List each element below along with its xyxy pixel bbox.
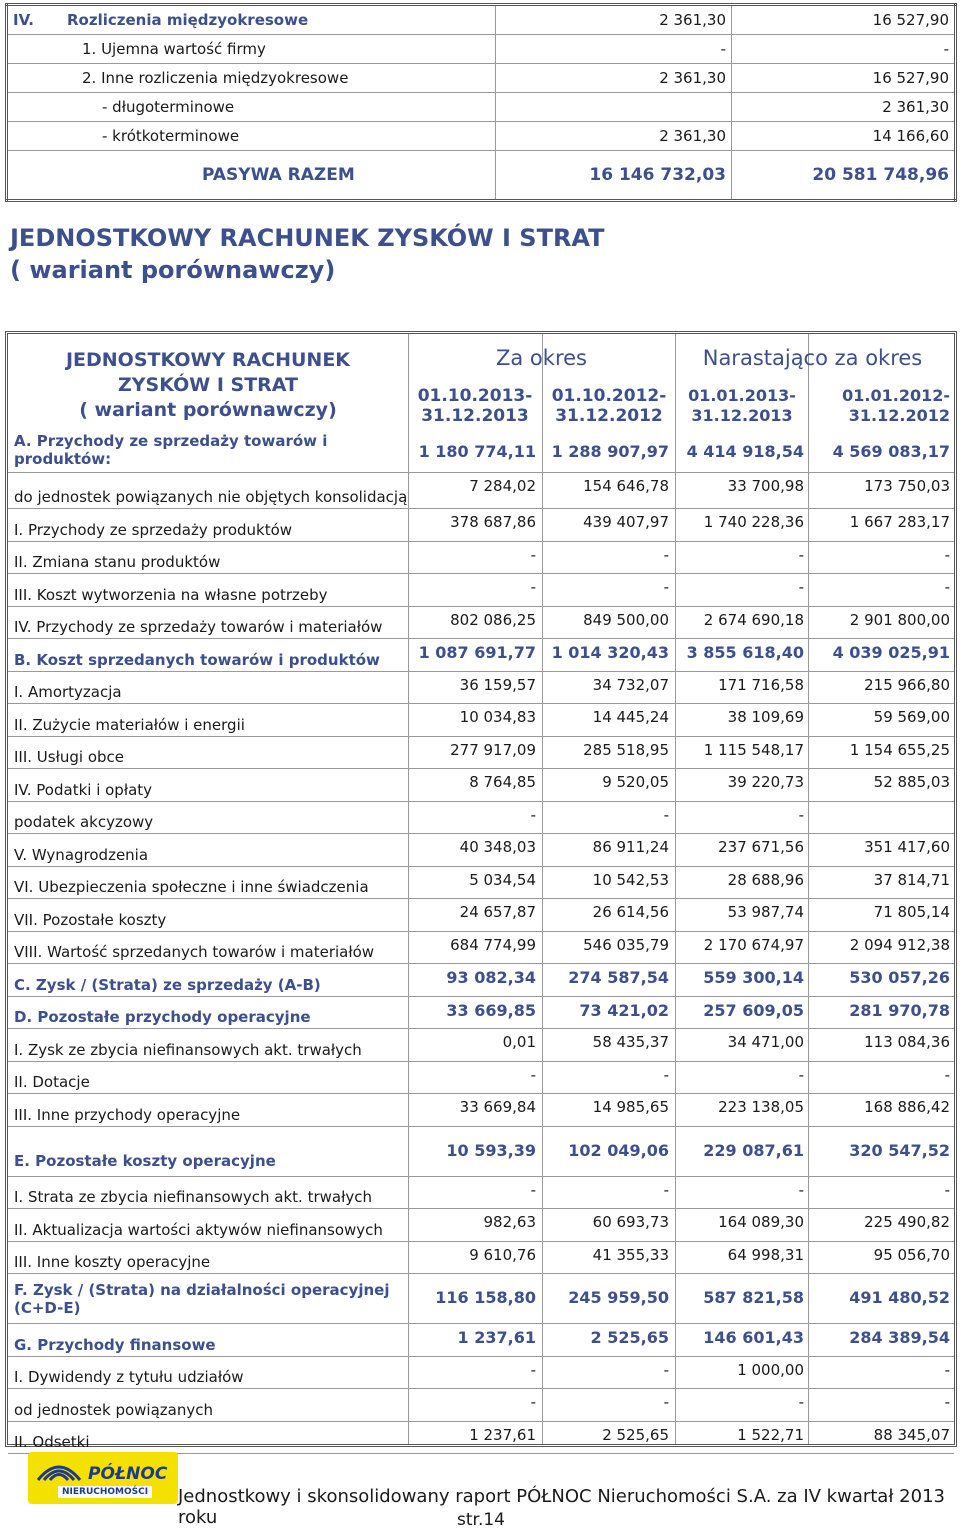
value-cell: 146 601,43 xyxy=(703,1328,804,1347)
row-label: I. Przychody ze sprzedaży produktów xyxy=(14,520,293,539)
value-cell: 223 138,05 xyxy=(718,1098,804,1116)
value-cell: 237 671,56 xyxy=(718,838,804,856)
value-cell: 26 614,56 xyxy=(592,903,669,921)
value-cell: 34 732,07 xyxy=(592,675,669,694)
value-cell: - xyxy=(944,545,950,564)
row-label: D. Pozostałe przychody operacyjne xyxy=(14,1008,311,1026)
value-cell: 116 158,80 xyxy=(435,1288,536,1307)
logo-arc-icon xyxy=(36,1460,82,1482)
table-row xyxy=(8,672,954,705)
row-label: II. Zmiana stanu produktów xyxy=(14,553,221,571)
page-footer xyxy=(0,1450,960,1531)
value-cell: - xyxy=(798,578,804,596)
value-cell: 274 587,54 xyxy=(568,968,669,987)
value-cell: 40 348,03 xyxy=(459,838,536,856)
row-label: III. Inne koszty operacyjne xyxy=(14,1253,211,1271)
value-cell: 10 593,39 xyxy=(446,1140,536,1160)
value-cell: 559 300,14 xyxy=(703,968,804,987)
value-cell: 14 166,60 xyxy=(732,122,956,151)
value-cell: 60 693,73 xyxy=(592,1213,669,1231)
value-cell: 16 527,90 xyxy=(732,5,956,35)
value-cell: 10 542,53 xyxy=(592,870,669,889)
table-row xyxy=(8,867,954,900)
value-cell: 277 917,09 xyxy=(450,740,536,759)
value-cell: - xyxy=(663,805,669,824)
value-cell: 2 901 800,00 xyxy=(849,610,950,629)
row-label: od jednostek powiązanych xyxy=(14,1400,213,1419)
row-label: - krótkoterminowe xyxy=(62,122,496,151)
row-number-cell xyxy=(7,35,63,64)
row-number-cell xyxy=(7,64,63,93)
value-cell: 2 361,30 xyxy=(496,64,732,93)
value-cell: 9 520,05 xyxy=(602,773,669,791)
value-cell: 2 361,30 xyxy=(496,5,732,35)
value-cell: 154 646,78 xyxy=(583,477,669,495)
value-cell: 33 669,85 xyxy=(446,1000,536,1020)
table-row xyxy=(8,899,954,932)
value-cell: 36 159,57 xyxy=(459,675,536,694)
period-header-3: 01.01.2013- 31.12.2013 xyxy=(688,386,796,425)
value-cell: 229 087,61 xyxy=(703,1140,804,1160)
row-a-value: 4 569 083,17 xyxy=(832,442,950,461)
table-row xyxy=(8,509,954,542)
period-group-header: Za okres xyxy=(496,346,587,370)
table-row xyxy=(7,5,956,35)
table-row xyxy=(8,1209,954,1242)
statement-header xyxy=(8,334,954,473)
value-cell: 33 669,84 xyxy=(459,1098,536,1116)
value-cell: 245 959,50 xyxy=(568,1288,669,1307)
value-cell: - xyxy=(663,1180,669,1199)
value-cell: 0,01 xyxy=(502,1033,536,1051)
value-cell: 86 911,24 xyxy=(592,838,669,856)
table-row xyxy=(8,639,954,672)
row-a-value: 4 414 918,54 xyxy=(686,442,804,461)
value-cell: 225 490,82 xyxy=(864,1213,950,1231)
value-cell: - xyxy=(530,578,536,596)
table-row xyxy=(7,122,956,151)
row-number-cell xyxy=(7,122,63,151)
value-cell: 33 700,98 xyxy=(727,477,804,495)
value-cell: 3 855 618,40 xyxy=(686,643,804,662)
table-row xyxy=(8,1094,954,1127)
table-row xyxy=(7,151,956,201)
table-row xyxy=(8,1242,954,1275)
value-cell: 38 109,69 xyxy=(727,708,804,726)
table-row xyxy=(8,964,954,997)
balance-sheet-fragment xyxy=(5,3,957,202)
value-cell: 64 998,31 xyxy=(727,1245,804,1264)
value-cell: 439 407,97 xyxy=(583,513,669,531)
value-cell: 215 966,80 xyxy=(864,675,950,694)
row-number-cell xyxy=(7,93,63,122)
value-cell: 171 716,58 xyxy=(718,675,804,694)
value-cell: 2 361,30 xyxy=(496,122,732,151)
value-cell: - xyxy=(530,1360,536,1379)
value-cell: 28 688,96 xyxy=(727,870,804,889)
value-cell: 113 084,36 xyxy=(864,1033,950,1051)
value-cell: 37 814,71 xyxy=(873,870,950,889)
value-cell: 39 220,73 xyxy=(727,773,804,791)
value-cell: 1 237,61 xyxy=(469,1425,536,1444)
value-cell: - xyxy=(798,1393,804,1411)
value-cell: - xyxy=(663,578,669,596)
row-label: VIII. Wartość sprzedanych towarów i materiałów xyxy=(14,943,375,961)
row-label: I. Amortyzacja xyxy=(14,683,122,701)
row-label: I. Zysk ze zbycia niefinansowych akt. trwałych xyxy=(14,1040,362,1059)
value-cell: - xyxy=(530,545,536,564)
value-cell: 1 522,71 xyxy=(737,1425,804,1444)
page-number: str.14 xyxy=(457,1510,505,1530)
period-header-4: 01.01.2012- 31.12.2012 xyxy=(842,386,950,425)
value-cell: 59 569,00 xyxy=(873,708,950,726)
value-cell: 9 610,76 xyxy=(469,1245,536,1264)
value-cell: 849 500,00 xyxy=(583,610,669,629)
value-cell: 2 361,30 xyxy=(732,93,956,122)
footer-text: Jednostkowy i skonsolidowany raport PÓŁNOC Nieruchomości S.A. za IV kwartał 2013 roku xyxy=(178,1486,945,1528)
row-label: 1. Ujemna wartość firmy xyxy=(62,35,496,64)
value-cell: 2 674 690,18 xyxy=(703,610,804,629)
logo-subtext: NIERUCHOMOŚCI xyxy=(58,1486,152,1498)
section-label: Rozliczenia międzyokresowe xyxy=(62,5,496,35)
value-cell: 173 750,03 xyxy=(864,477,950,495)
value-cell: 14 985,65 xyxy=(592,1098,669,1116)
value-cell: - xyxy=(944,578,950,596)
value-cell: 491 480,52 xyxy=(849,1288,950,1307)
value-cell: - xyxy=(944,1393,950,1411)
value-cell: 2 094 912,38 xyxy=(849,935,950,954)
value-cell: 1 115 548,17 xyxy=(703,740,804,759)
table-row xyxy=(7,93,956,122)
company-logo xyxy=(28,1452,178,1504)
table-row xyxy=(8,473,954,509)
value-cell: 257 609,05 xyxy=(703,1000,804,1020)
value-cell: 14 445,24 xyxy=(592,708,669,726)
period-header-2: 01.10.2012- 31.12.2012 xyxy=(551,386,667,426)
period-header-1: 01.10.2013- 31.12.2013 xyxy=(417,386,533,426)
value-cell: 168 886,42 xyxy=(864,1098,950,1116)
value-cell: 546 035,79 xyxy=(583,935,669,954)
value-cell: 8 764,85 xyxy=(469,773,536,791)
table-row xyxy=(8,1324,954,1357)
row-label: B. Koszt sprzedanych towarów i produktów xyxy=(14,650,380,669)
row-label: G. Przychody finansowe xyxy=(14,1335,216,1354)
value-cell: - xyxy=(798,1065,804,1084)
table-row xyxy=(8,997,954,1030)
row-label: VII. Pozostałe koszty xyxy=(14,910,167,929)
value-cell: 1 000,00 xyxy=(737,1360,804,1379)
value-cell: 102 049,06 xyxy=(568,1140,669,1160)
table-row xyxy=(8,1357,954,1390)
row-a-label: A. Przychody ze sprzedaży towarów i produktów: xyxy=(14,432,328,468)
table-row xyxy=(8,574,954,607)
statement-rows xyxy=(8,473,954,1454)
total-value: 16 146 732,03 xyxy=(496,151,732,201)
value-cell: 802 086,25 xyxy=(450,610,536,629)
table-row xyxy=(8,1127,954,1177)
row-label: 2. Inne rozliczenia międzyokresowe xyxy=(62,64,496,93)
value-cell: - xyxy=(663,1393,669,1411)
value-cell: 53 987,74 xyxy=(727,903,804,921)
value-cell: 1 667 283,17 xyxy=(849,513,950,531)
value-cell: - xyxy=(798,545,804,564)
section-number: IV. xyxy=(7,5,63,35)
row-label: III. Koszt wytworzenia na własne potrzeby xyxy=(14,585,328,604)
value-cell: 93 082,34 xyxy=(446,968,536,987)
value-cell: 52 885,03 xyxy=(873,773,950,791)
logo-text: PÓŁNOC xyxy=(88,1464,168,1484)
statement-header-title: JEDNOSTKOWY RACHUNEK ZYSKÓW I STRAT ( wariant porównawczy) xyxy=(65,349,351,421)
row-label: podatek akcyzowy xyxy=(14,813,154,831)
table-row xyxy=(8,1029,954,1062)
value-cell: 73 421,02 xyxy=(579,1000,669,1020)
value-cell: - xyxy=(530,805,536,824)
row-label: F. Zysk / (Strata) na działalności operacyjnej (C+D-E) xyxy=(14,1281,390,1317)
value-cell: 164 089,30 xyxy=(718,1213,804,1231)
value-cell: 88 345,07 xyxy=(873,1425,950,1444)
row-label: I. Strata ze zbycia niefinansowych akt. trwałych xyxy=(14,1188,372,1206)
value-cell: 95 056,70 xyxy=(873,1245,950,1264)
value-cell: 34 471,00 xyxy=(727,1033,804,1051)
value-cell: - xyxy=(530,1180,536,1199)
row-label: I. Dywidendy z tytułu udziałów xyxy=(14,1368,244,1386)
table-row xyxy=(8,704,954,737)
row-label: III. Usługi obce xyxy=(14,748,125,766)
row-a-value: 1 180 774,11 xyxy=(418,442,536,461)
table-row xyxy=(8,737,954,770)
value-cell xyxy=(496,93,732,122)
value-cell: - xyxy=(530,1065,536,1084)
value-cell: 587 821,58 xyxy=(703,1288,804,1307)
value-cell: 1 087 691,77 xyxy=(418,643,536,662)
table-row xyxy=(7,64,956,93)
table-row xyxy=(8,834,954,867)
value-cell: 530 057,26 xyxy=(849,968,950,987)
table-row xyxy=(8,932,954,965)
value-cell: - xyxy=(798,805,804,824)
value-cell: 16 527,90 xyxy=(732,64,956,93)
table-row xyxy=(8,802,954,835)
row-label: E. Pozostałe koszty operacyjne xyxy=(14,1151,276,1170)
total-label: PASYWA RAZEM xyxy=(62,151,496,201)
value-cell: - xyxy=(663,545,669,564)
row-label: VI. Ubezpieczenia społeczne i inne świadczenia xyxy=(14,878,369,896)
value-cell: 285 518,95 xyxy=(583,740,669,759)
value-cell: 2 525,65 xyxy=(590,1328,669,1347)
table-row xyxy=(8,769,954,802)
value-cell: 320 547,52 xyxy=(849,1140,950,1160)
row-label: - długoterminowe xyxy=(62,93,496,122)
value-cell: 2 525,65 xyxy=(602,1425,669,1444)
table-row xyxy=(8,1062,954,1095)
value-cell: 284 389,54 xyxy=(849,1328,950,1347)
table-row xyxy=(8,1177,954,1210)
value-cell: - xyxy=(944,1065,950,1084)
row-label: do jednostek powiązanych nie objętych konsolidacją xyxy=(14,488,408,506)
row-label: C. Zysk / (Strata) ze sprzedaży (A-B) xyxy=(14,975,321,994)
cumulative-group-header: Narastająco za okres xyxy=(702,346,923,370)
value-cell: 351 417,60 xyxy=(864,838,950,856)
section-title xyxy=(10,222,605,286)
row-number-cell xyxy=(7,151,63,201)
table-row xyxy=(8,1389,954,1422)
value-cell: - xyxy=(798,1180,804,1199)
value-cell: 71 805,14 xyxy=(873,903,950,921)
value-cell: 1 237,61 xyxy=(457,1328,536,1347)
section-title-line1: JEDNOSTKOWY RACHUNEK ZYSKÓW I STRAT xyxy=(10,224,605,252)
value-cell: 24 657,87 xyxy=(459,903,536,921)
value-cell: 1 740 228,36 xyxy=(703,513,804,531)
row-label: II. Odsetki xyxy=(14,1433,90,1451)
row-label: IV. Podatki i opłaty xyxy=(14,780,153,799)
table-row xyxy=(8,1274,954,1324)
value-cell: 1 014 320,43 xyxy=(551,643,669,662)
value-cell: - xyxy=(732,35,956,64)
table-row xyxy=(7,35,956,64)
value-cell: - xyxy=(530,1393,536,1411)
value-cell: - xyxy=(944,1360,950,1379)
value-cell: 41 355,33 xyxy=(592,1245,669,1264)
row-label: V. Wynagrodzenia xyxy=(14,845,149,864)
value-cell: 982,63 xyxy=(483,1213,536,1231)
row-label: II. Zużycie materiałów i energii xyxy=(14,715,245,734)
value-cell: - xyxy=(496,35,732,64)
value-cell: - xyxy=(663,1065,669,1084)
table-row xyxy=(8,542,954,575)
row-label: III. Inne przychody operacyjne xyxy=(14,1105,241,1124)
value-cell: 1 154 655,25 xyxy=(849,740,950,759)
value-cell: 58 435,37 xyxy=(592,1033,669,1051)
value-cell: 7 284,02 xyxy=(469,477,536,495)
row-label: II. Aktualizacja wartości aktywów niefinansowych xyxy=(14,1220,383,1239)
value-cell: - xyxy=(663,1360,669,1379)
value-cell: 2 170 674,97 xyxy=(703,935,804,954)
table-row xyxy=(8,607,954,640)
value-cell: 5 034,54 xyxy=(469,870,536,889)
value-cell: 10 034,83 xyxy=(459,708,536,726)
value-cell: 378 687,86 xyxy=(450,513,536,531)
row-label: IV. Przychody ze sprzedaży towarów i materiałów xyxy=(14,618,383,636)
row-label: II. Dotacje xyxy=(14,1073,90,1091)
row-a-value: 1 288 907,97 xyxy=(551,442,669,461)
section-title-line2: ( wariant porównawczy) xyxy=(10,256,336,284)
value-cell: 684 774,99 xyxy=(450,935,536,954)
total-value: 20 581 748,96 xyxy=(732,151,956,201)
value-cell: - xyxy=(944,1180,950,1199)
value-cell: 4 039 025,91 xyxy=(832,643,950,662)
income-statement-table xyxy=(5,331,957,1451)
value-cell: 281 970,78 xyxy=(849,1000,950,1020)
